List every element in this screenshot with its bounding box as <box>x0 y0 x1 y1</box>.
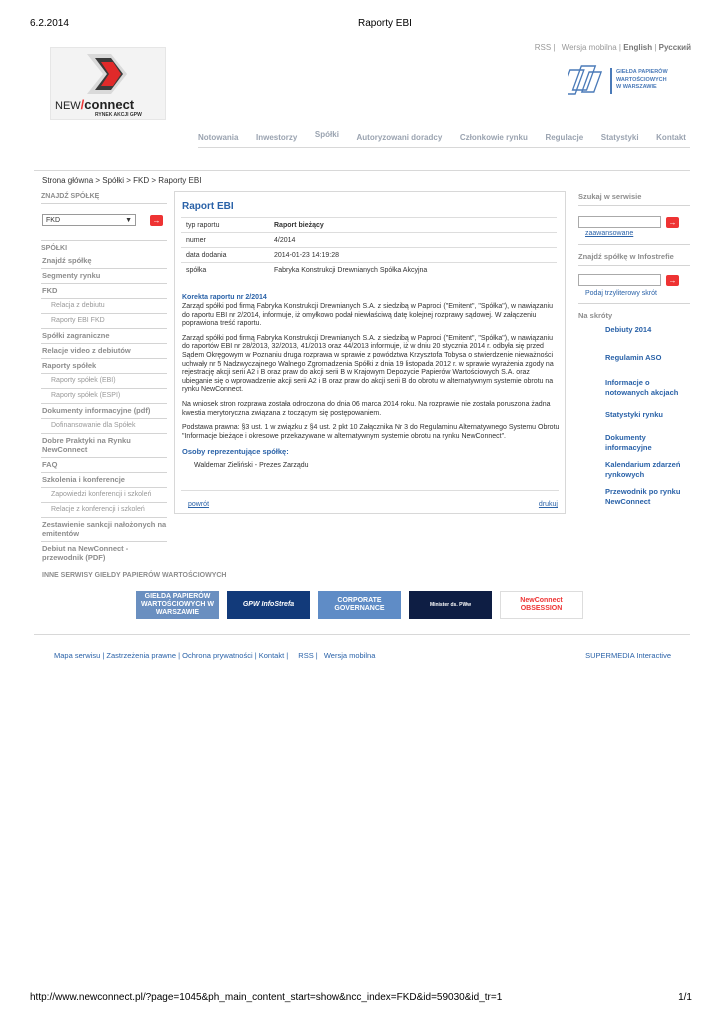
print-title: Raporty EBI <box>358 18 412 29</box>
shortcuts-title: Na skróty <box>578 311 613 320</box>
company-select[interactable]: FKD ▼ <box>42 214 136 226</box>
report-title: Raport EBI <box>182 201 234 212</box>
left-sidebar <box>41 193 167 565</box>
service-banners <box>136 591 583 619</box>
menu-item[interactable]: Zestawienie sankcji nałożonych na emitentów <box>41 518 167 542</box>
menu-item[interactable]: FAQ <box>41 458 167 473</box>
other-services-title: INNE SERWISY GIEŁDY PAPIERÓW WARTOŚCIOWYCH <box>42 572 227 579</box>
print-url: http://www.newconnect.pl/?page=1045&ph_main_content_start=show&ncc_index=FKD&id=59030&id_tr=1 <box>30 992 503 1003</box>
infostrefa-hint: Podaj trzyliterowy skrót <box>585 290 657 297</box>
nav-item[interactable]: Członkowie rynku <box>459 133 528 142</box>
nav-item[interactable]: Kontakt <box>656 133 686 142</box>
right-sidebar <box>578 192 690 507</box>
mobile-link[interactable]: Wersja mobilna <box>561 43 617 52</box>
table-row: numer 4/2014 <box>181 233 557 248</box>
report-paragraph: Podstawa prawna: §3 ust. 1 w związku z §4 ust. 2 pkt 10 Załącznika Nr 3 do Regulaminu Alternatywnego Systemu Obrotu "Informacje bieżące i okresowe przekazywane w alternatywnym systemie obrotu na rynku NewConnect". <box>182 424 560 440</box>
russian-link[interactable]: Русский <box>658 43 691 52</box>
menu-subitem[interactable]: Relacja z debiutu <box>41 299 167 314</box>
shortcut-link[interactable]: Informacje o notowanych akcjach <box>605 378 679 397</box>
nav-item[interactable]: Notowania <box>198 133 239 142</box>
nav-item[interactable]: Statystyki <box>600 133 639 142</box>
nav-divider <box>198 147 690 148</box>
nav-item[interactable]: Regulacje <box>545 133 584 142</box>
credit-link[interactable]: SUPERMEDIA Interactive <box>585 651 671 660</box>
shortcut-link[interactable]: Statystyki rynku <box>605 410 663 419</box>
menu-subitem[interactable]: Raporty EBI FKD <box>41 314 167 329</box>
rss-link[interactable]: RSS <box>534 43 552 52</box>
nav-item[interactable]: Autoryzowani doradcy <box>356 133 443 142</box>
gpw-emblem-icon <box>568 64 608 98</box>
header-divider <box>34 170 690 171</box>
report-panel <box>174 191 566 514</box>
print-date: 6.2.2014 <box>30 18 69 29</box>
footer-link[interactable]: Ochrona prywatności <box>182 651 253 660</box>
report-paragraph: Zarząd spółki pod firmą Fabryka Konstrukcji Drewnianych S.A. z siedzibą w Paproci ("Emitent", "Spółka"), w nawiązaniu do raportów EBI nr 28/2013, 32/2013, 41/2013 oraz 44/2013 informuje, iż w dniu 20 stycznia 2014 r. odbyła się przed Sądem Okręgowym w Poznaniu druga rozprawa w sprawie z powództwa Krzysztofa Tobysa o stwierdzenie nieważności uchwały nr 5 Nadzwyczajnego Walnego Zgromadzenia Spółki z dnia 19 listopada 2012 r. w sprawie wyrażenia zgody na rejestrację akcji serii A2 i B oraz praw do akcji serii B w Krajowym Depozycie Papierów Wartościowych S.A. oraz ubieganie się o wprowadzenie akcji serii A2 i B oraz praw do akcji serii B do obrotu w alternatywnym systemie obrotu na rynku NewConnect. <box>182 334 554 394</box>
menu-subitem[interactable]: Raporty spółek (EBI) <box>41 374 167 389</box>
shortcut-link[interactable]: Przewodnik po rynku NewConnect <box>605 487 681 506</box>
shortcut-link[interactable]: Regulamin ASO <box>605 353 662 362</box>
shortcut-link[interactable]: Kalendarium zdarzeń rynkowych <box>605 460 681 479</box>
report-body <box>182 294 560 469</box>
newconnect-logo[interactable]: NEW/connect RYNEK AKCJI GPW <box>50 47 166 120</box>
menu-item[interactable]: Dobre Praktyki na Rynku NewConnect <box>41 434 167 458</box>
logo-arrow-icon <box>81 52 135 96</box>
report-paragraph: Zarząd spółki pod firmą Fabryka Konstrukcji Drewnianych S.A. z siedzibą w Paproci ("Emitent", "Spółka"), w nawiązaniu do raportu EBI nr 2/2014, informuje, iż omyłkowo podał niewłaściwą datę kolejnej rozprawy sądowej. W załączeniu poprawiona treść raportu. <box>182 303 553 328</box>
footer-link[interactable]: Wersja mobilna <box>323 651 376 660</box>
gpw-banner[interactable]: GIEŁDA PAPIERÓW WARTOŚCIOWYCH W WARSZAWIE <box>136 591 219 619</box>
advanced-search-link[interactable]: zaawansowane <box>585 230 634 237</box>
find-company-title: ZNAJDŹ SPÓŁKĘ <box>41 193 100 200</box>
site-search-button[interactable]: → <box>666 217 679 228</box>
report-meta-table <box>181 217 557 278</box>
footer-link[interactable]: Zastrzeżenia prawne <box>106 651 177 660</box>
footer: Mapa serwisu | Zastrzeżenia prawne | Ochrona prywatności | Kontakt | RSS | Wersja mobilna SUPERMEDIA Interactive <box>54 651 671 660</box>
minister-banner[interactable]: Minister ds. PWw <box>409 591 492 619</box>
menu-subitem[interactable]: Raporty spółek (ESPI) <box>41 389 167 404</box>
menu-item[interactable]: Spółki zagraniczne <box>41 329 167 344</box>
infostrefa-button[interactable]: → <box>666 275 679 286</box>
footer-link[interactable]: Kontakt <box>258 651 285 660</box>
infostrefa-banner[interactable]: GPW InfoStrefa <box>227 591 310 619</box>
site-search-title: Szukaj w serwisie <box>578 192 642 201</box>
nav-item[interactable]: Inwestorzy <box>256 133 298 142</box>
dropdown-arrow-icon: ▼ <box>125 217 132 224</box>
menu-item[interactable]: Segmenty rynku <box>41 269 167 284</box>
menu-subitem[interactable]: Zapowiedzi konferencji i szkoleń <box>41 488 167 503</box>
table-row: data dodania 2014-01-23 14:19:28 <box>181 248 557 263</box>
menu-item[interactable]: Debiut na NewConnect - przewodnik (PDF) <box>42 544 129 562</box>
companies-menu <box>41 254 167 565</box>
print-pages: 1/1 <box>678 992 692 1003</box>
menu-item[interactable]: FKD <box>41 284 167 299</box>
report-paragraph: Na wniosek stron rozprawa została odroczona do dnia 06 marca 2014 roku. Na rozprawie nie została poruszona żadna kwestia merytoryczna związana z toczącym się postępowaniem. <box>182 400 551 417</box>
footer-link[interactable]: Mapa serwisu <box>54 651 101 660</box>
corporate-governance-banner[interactable]: CORPORATE GOVERNANCE <box>318 591 401 619</box>
english-link[interactable]: English <box>623 43 653 52</box>
footer-divider <box>34 634 690 635</box>
menu-item[interactable]: Relacje video z debiutów <box>41 344 167 359</box>
menu-subitem[interactable]: Relacje z konferencji i szkoleń <box>41 503 167 518</box>
persons-title: Osoby reprezentujące spółkę: <box>182 447 289 457</box>
menu-item[interactable]: Szkolenia i konferencje <box>41 473 167 488</box>
main-nav <box>198 130 686 142</box>
breadcrumb[interactable]: Strona główna > Spółki > FKD > Raporty EBI <box>42 176 202 185</box>
find-company-go-button[interactable]: → <box>150 215 163 226</box>
back-link[interactable]: powrót <box>188 501 210 508</box>
shortcut-link[interactable]: Dokumenty informacyjne <box>605 433 652 452</box>
companies-menu-title: SPÓŁKI <box>41 245 68 252</box>
person: Waldemar Zieliński - Prezes Zarządu <box>194 462 309 470</box>
menu-item[interactable]: Znajdź spółkę <box>41 254 167 269</box>
print-link[interactable]: drukuj <box>538 501 558 508</box>
nav-item-active[interactable]: Spółki <box>314 130 339 139</box>
infostrefa-input[interactable] <box>578 274 661 286</box>
report-subject: Korekta raportu nr 2/2014 <box>182 294 267 301</box>
shortcuts-list <box>605 325 690 507</box>
site-search-input[interactable] <box>578 216 661 228</box>
menu-item[interactable]: Raporty spółek <box>41 359 167 374</box>
infostrefa-title: Znajdź spółkę w Infostrefie <box>578 252 674 261</box>
footer-link[interactable]: RSS <box>298 651 314 660</box>
shortcut-link[interactable]: Debiuty 2014 <box>605 325 652 334</box>
gpw-logo[interactable]: GIEŁDA PAPIERÓW WARTOŚCIOWYCH W WARSZAWIE <box>568 64 680 98</box>
table-row: typ raportu Raport bieżący <box>181 218 557 233</box>
top-links: RSS | Wersja mobilna | English | Русский <box>534 43 691 52</box>
obsession-banner[interactable]: NewConnect OBSESSION <box>500 591 583 619</box>
table-row: spółka Fabryka Konstrukcji Drewnianych Spółka Akcyjna <box>181 263 557 278</box>
menu-subitem[interactable]: Dofinansowanie dla Spółek <box>41 419 167 434</box>
menu-item[interactable]: Dokumenty informacyjne (pdf) <box>41 404 167 419</box>
